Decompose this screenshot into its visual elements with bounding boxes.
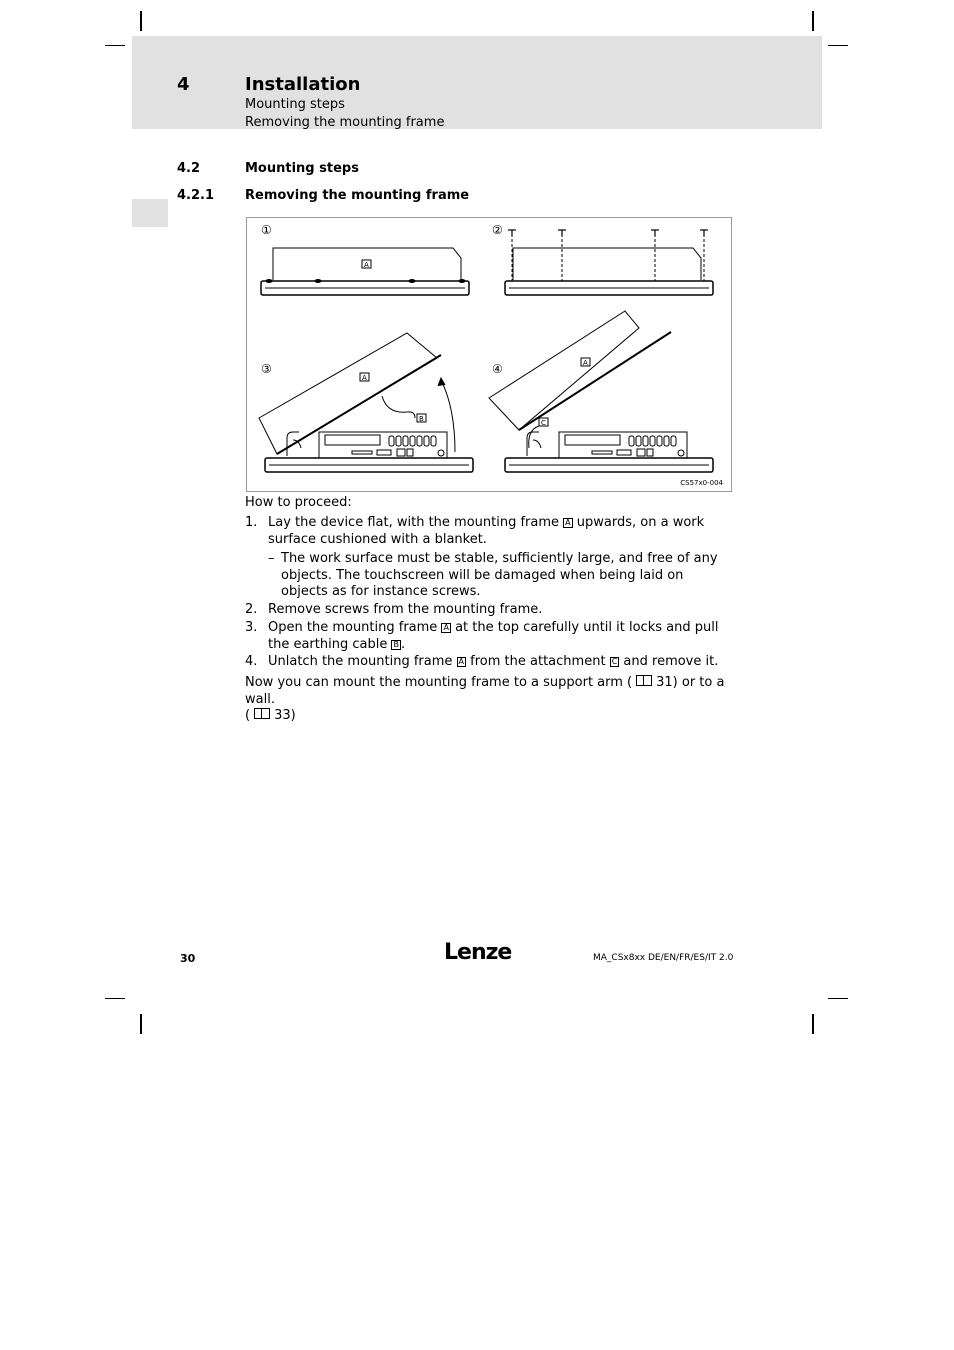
chapter-title: Installation — [245, 74, 361, 95]
step-number: 3. — [245, 620, 258, 635]
subsection-title: Removing the mounting frame — [245, 188, 470, 203]
earthing-cable — [382, 396, 415, 418]
step-number: 1. — [245, 515, 258, 530]
step-marker-3: ③ — [261, 362, 272, 376]
step-1-text: Lay the device flat, with the mounting frame A upwards, on a work surface cushioned with a blanket. — [268, 515, 705, 547]
section-number: 4.2 — [177, 161, 201, 176]
intro-text: How to proceed: — [245, 495, 352, 510]
label-a: A — [362, 374, 367, 382]
crop-mark — [812, 1014, 814, 1034]
book-icon — [254, 708, 270, 719]
mounting-frame-illustration — [247, 218, 733, 493]
page-ref-link[interactable]: 31) or to a wall. — [245, 675, 725, 707]
label-c: C — [541, 419, 546, 427]
crop-mark — [828, 998, 848, 999]
side-tab-marker — [132, 199, 168, 227]
chapter-header-band — [132, 36, 822, 129]
label-b: B — [419, 415, 424, 423]
crop-mark — [140, 1014, 142, 1034]
label-b-inline: B — [393, 639, 399, 649]
crop-mark — [105, 998, 125, 999]
opened-mounting-frame — [259, 333, 437, 454]
label-a: A — [364, 261, 369, 269]
header-subtitle: Removing the mounting frame — [245, 115, 445, 130]
step-marker-2: ② — [492, 223, 503, 237]
step-2-text: Remove screws from the mounting frame. — [268, 602, 543, 617]
figure-id: CS57x0-004 — [680, 479, 723, 487]
label-a-inline: A — [443, 623, 449, 632]
step-number: 2. — [245, 602, 258, 617]
subsection-number: 4.2.1 — [177, 188, 215, 203]
step-3-text: Open the mounting frame A at the top carefully until it locks and pull the earthing cable B . — [268, 620, 719, 652]
outro-text: Now you can mount the mounting frame to a support arm ( 31) or to a wall. ( 33) — [245, 675, 725, 723]
crop-mark — [105, 45, 125, 46]
chapter-number: 4 — [177, 74, 190, 95]
lenze-logo: Lenze — [444, 940, 512, 965]
note-dash: – — [268, 551, 275, 566]
step-4-text: Unlatch the mounting frame A from the attachment C and remove it. — [268, 654, 719, 669]
document-id: MA_CSx8xx DE/EN/FR/ES/IT 2.0 — [593, 953, 734, 963]
label-c-inline: C — [611, 657, 618, 666]
crop-mark — [140, 11, 142, 31]
crop-mark — [828, 45, 848, 46]
step-marker-1: ① — [261, 223, 272, 237]
book-icon — [636, 675, 652, 686]
page-number: 30 — [180, 952, 196, 965]
label-a-inline: A — [458, 657, 465, 666]
step-number: 4. — [245, 654, 258, 669]
step-1-note: The work surface must be stable, sufficiently large, and free of any objects. The touchscreen will be damaged when being laid on objects as for instance screws. — [281, 551, 718, 599]
section-title: Mounting steps — [245, 161, 359, 176]
label-a-inline: A — [565, 518, 571, 527]
header-subtitle: Mounting steps — [245, 97, 345, 112]
page-ref-link[interactable]: 33) — [274, 708, 296, 723]
step-marker-4: ④ — [492, 362, 503, 376]
mounting-frame-figure — [246, 217, 732, 492]
label-a: A — [583, 359, 588, 367]
crop-mark — [812, 11, 814, 31]
